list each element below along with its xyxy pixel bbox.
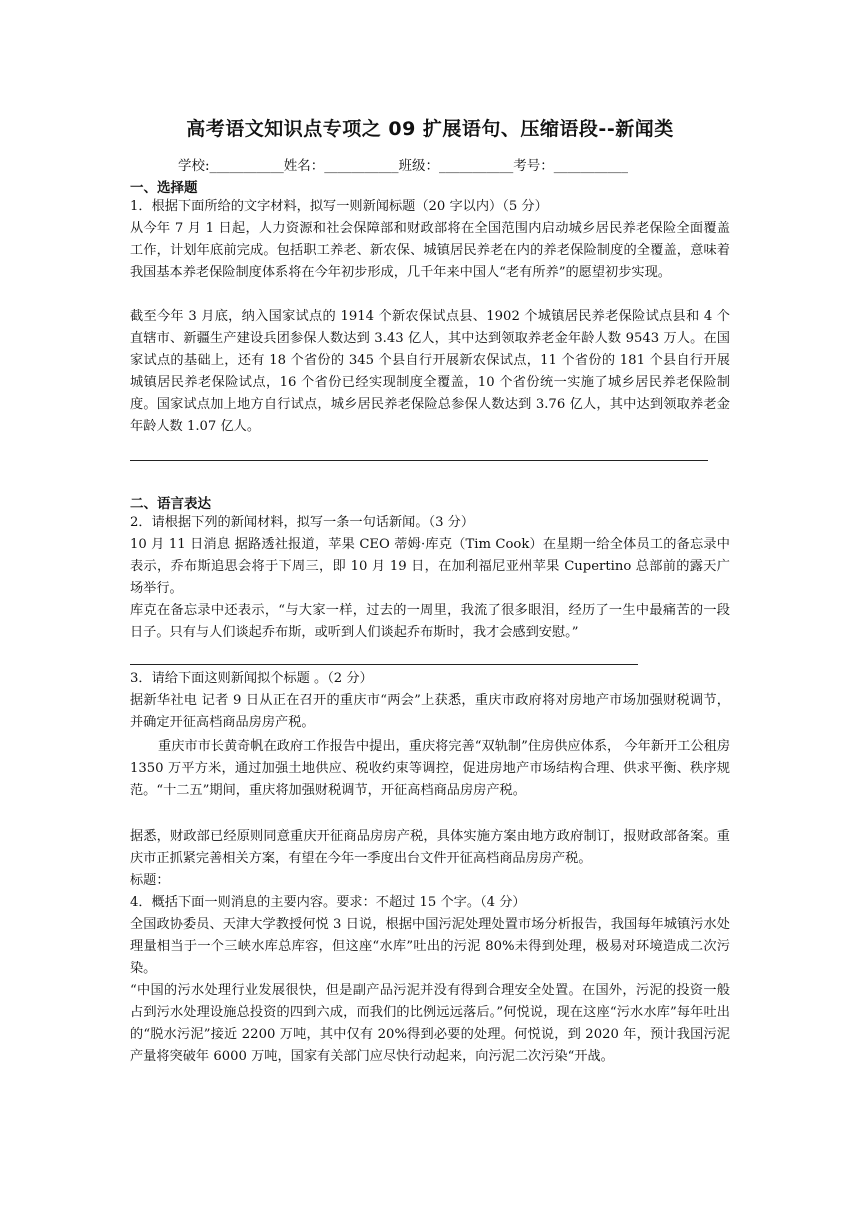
question-1-prompt: 1．根据下面所给的文字材料，拟写一则新闻标题（20 字以内）（5 分）	[130, 199, 548, 214]
question-2-paragraph-1: 10 月 11 日消息 据路透社报道，苹果 CEO 蒂姆·库克（Tim Cook）在星期一给全体员工的备忘录中表示，乔布斯追思会将于下周三，即 10 月 19 日，在加利福尼亚州苹果 Cupertino 总部前的露天广场举行。	[130, 537, 730, 596]
section-heading-choice: 一、选择题	[130, 180, 198, 196]
document-title: 高考语文知识点专项之 09 扩展语句、压缩语段--新闻类	[186, 118, 674, 140]
question-3-paragraph-1: 据新华社电 记者 9 日从正在召开的重庆市“两会”上获悉，重庆市政府将对房地产市场加强财税调节，并确定开征高档商品房房产税。	[130, 693, 730, 730]
question-4-paragraph-1: 全国政协委员、天津大学教授何悦 3 日说，根据中国污泥处理处置市场分析报告，我国每年城镇污水处理量相当于一个三峡水库总库容，但这座“水库”吐出的污泥 80%未得到处理，极易对环境造成二次污染。	[130, 917, 730, 976]
answer-line-2	[130, 664, 638, 665]
question-4-prompt: 4．概括下面一则消息的主要内容。要求：不超过 15 个字。（4 分）	[130, 895, 526, 910]
student-info-line: 学校:___________姓名：___________班级：___________考号：___________	[178, 158, 629, 174]
question-2-prompt: 2．请根据下列的新闻材料，拟写一条一句话新闻。（3 分）	[130, 515, 475, 530]
question-3-paragraph-2: 重庆市市长黄奇帆在政府工作报告中提出，重庆将完善“双轨制”住房供应体系， 今年新开工公租房 1350 万平方米，通过加强土地供应、税收约束等调控，促进房地产市场结构合理、供求平衡、秩序规范。“十二五”期间，重庆将加强财税调节，开征高档商品房房产税。	[130, 739, 730, 798]
section-heading-expression: 二、语言表达	[130, 496, 211, 512]
question-1-paragraph-1: 从今年 7 月 1 日起，人力资源和社会保障部和财政部将在全国范围内启动城乡居民养老保险全面覆盖工作，计划年底前完成。包括职工养老、新农保、城镇居民养老在内的养老保险制度的全覆盖，意味着我国基本养老保险制度体系将在今年初步形成，几千年来中国人“老有所养”的愿望初步实现。	[130, 221, 730, 280]
question-1-paragraph-2: 截至今年 3 月底，纳入国家试点的 1914 个新农保试点县、1902 个城镇居民养老保险试点县和 4 个直辖市、新疆生产建设兵团参保人数达到 3.43 亿人，其中达到领取养老金年龄人数 9543 万人。在国家试点的基础上，还有 18 个省份的 345 个县自行开展新农保试点，11 个省份的 181 个县自行开展城镇居民养老保险试点，16 个省份已经实现制度全覆盖，10 个省份统一实施了城乡居民养老保险制度。国家试点加上地方自行试点，城乡居民养老保险总参保人数达到 3.76 亿人，其中达到领取养老金年龄人数 1.07 亿人。	[130, 309, 730, 434]
answer-line-1	[130, 460, 708, 461]
question-3-answer-label: 标题：	[130, 873, 170, 888]
question-4-paragraph-2: “中国的污水处理行业发展很快，但是副产品污泥并没有得到合理安全处置。在国外，污泥的投资一般占到污水处理设施总投资的四到六成，而我们的比例远远落后。”何悦说，现在这座“污水水库”每年吐出的“脱水污泥”接近 2200 万吨，其中仅有 20%得到必要的处理。何悦说，到 2020 年，预计我国污泥产量将突破年 6000 万吨，国家有关部门应尽快行动起来，向污泥二次污染“开战。	[130, 983, 730, 1064]
question-3-paragraph-3: 据悉，财政部已经原则同意重庆开征商品房房产税，具体实施方案由地方政府制订，报财政部备案。重庆市正抓紧完善相关方案，有望在今年一季度出台文件开征高档商品房房产税。	[130, 829, 730, 866]
question-2-paragraph-2: 库克在备忘录中还表示，“与大家一样，过去的一周里，我流了很多眼泪，经历了一生中最痛苦的一段日子。只有与人们谈起乔布斯，或听到人们谈起乔布斯时，我才会感到安慰。”	[130, 603, 730, 640]
question-3-prompt: 3．请给下面这则新闻拟个标题 。（2 分）	[130, 671, 373, 686]
